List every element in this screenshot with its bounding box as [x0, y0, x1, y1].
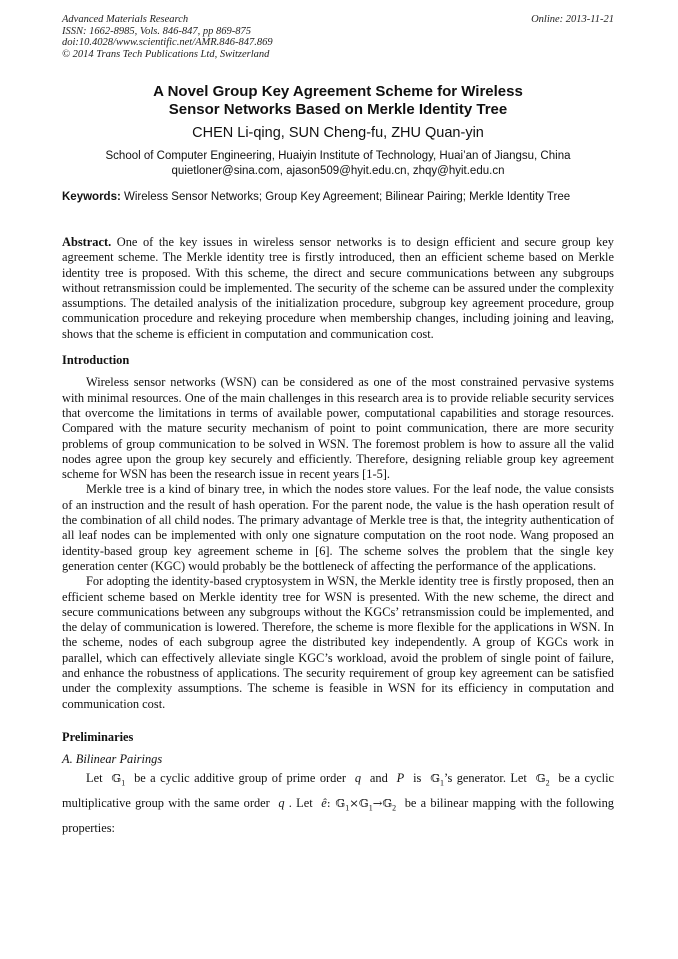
emails: quietloner@sina.com, ajason509@hyit.edu.cn, zhqy@hyit.edu.cn	[171, 164, 505, 177]
title-line-2: Sensor Networks Based on Merkle Identity Tree	[168, 101, 508, 118]
affiliation: School of Computer Engineering, Huaiyin Institute of Technology, Huai’an of Jiangsu, China	[105, 150, 571, 162]
bilinear-pairings-heading: A. Bilinear Pairings	[62, 752, 163, 767]
introduction-heading: Introduction	[62, 353, 130, 368]
intro-paragraph-3: For adopting the identity-based cryptosystem in WSN, the Merkle identity tree is firstly proposed, then an efficient scheme based on Merkle identity tree for WSN is presented. With the new scheme, the direct and secure communications between any subgroups without the KGCs’ retransmission could be implemented, and the delay of communication is lowered. Therefore, the scheme is more flexible for the applications in WSN. In the scheme, nodes of each subgroup agree the distributed key independently. A group of KGCs work in parallel, which can effectively alleviate single KGC’s workload, avoid the problem of single point of failure, and enhance the robustness of applications. The security requirement of group key agreement can be satisfied under the complexity assumptions. The scheme is feasible in WSN for its efficiency in computation and communication cost.	[62, 574, 614, 711]
doi: doi:10.4028/www.scientific.net/AMR.846-847.869	[62, 37, 273, 48]
title-line-1: A Novel Group Key Agreement Scheme for Wireless	[153, 83, 523, 100]
issn: ISSN: 1662-8985, Vols. 846-847, pp 869-875	[62, 25, 251, 37]
intro-paragraph-1: Wireless sensor networks (WSN) can be considered as one of the most constrained pervasive systems with minimal resources. One of the main challenges in this research area is to provide reliable security services that overcome the limitations in terms of available power, computational capabilities and storage resources. Compared with the mature security mechanism of point to point communication, there are more security problems of group communication to be solved in WSN. The foremost problem is how to assure all the valid nodes agree upon the group key securely and efficiently. Therefore, designing reliable group key agreement scheme for WSN has been the research issue in recent years [1-5].	[62, 375, 614, 482]
abstract	[62, 235, 614, 342]
preliminaries-heading: Preliminaries	[62, 729, 134, 744]
abstract-text: One of the key issues in wireless sensor networks is to design efficient and secure group key agreement scheme. The Merkle identity tree is firstly introduced, then an efficient scheme based on Merkle identity tree is proposed. With this scheme, the direct and secure communications between any subgroups without retransmission could be implemented. The security of the scheme can be assured under the complexity assumptions. The detailed analysis of the initialization procedure, subgroup key agreement procedure, group communication procedure and rekeying procedure when membership changes, including joining and leaving, shows that the scheme is efficient in computation and communication cost.	[62, 235, 614, 341]
intro-paragraph-2: Merkle tree is a kind of binary tree, in which the nodes store values. For the leaf node, the value consists of an instruction and the result of hash operation. For the parent node, the value is the hash operation result of the combination of all child nodes. The primary advantage of Merkle tree is that, the integrity authentication of all leaf nodes can be implemented with only one signature computation on the root node. Wang proposed an identity-based group key agreement scheme in [6]. The scheme solves the problem that the single key generation center (KGC) would probably be the bottleneck of affecting the performance of the applications.	[62, 482, 614, 573]
paper-title	[62, 83, 614, 119]
abstract-label: Abstract.	[62, 235, 112, 249]
keywords	[62, 190, 614, 205]
paper-body	[62, 235, 614, 838]
bilinear-paragraph: Let 𝔾$_1$ be a cyclic additive group of prime order q and P is 𝔾$_1$’s generator. Let 𝔾$_2$ be a cyclic multiplicative group with the same order q . Let ê: 𝔾$_1$×𝔾$_1$→𝔾$_2$ be a bilinear mapping with the following properties:	[62, 770, 615, 836]
authors: CHEN Li-qing, SUN Cheng-fu, ZHU Quan-yin	[192, 125, 484, 141]
keywords-text: Wireless Sensor Networks; Group Key Agreement; Bilinear Pairing; Merkle Identity Tree	[124, 191, 571, 203]
keywords-label: Keywords:	[62, 191, 121, 203]
affiliation-block	[62, 149, 614, 178]
copyright: © 2014 Trans Tech Publications Ltd, Switzerland	[62, 48, 270, 60]
journal-name: Advanced Materials Research	[62, 14, 189, 25]
journal-header	[62, 14, 614, 60]
online-date: Online: 2013-11-21	[531, 14, 614, 25]
